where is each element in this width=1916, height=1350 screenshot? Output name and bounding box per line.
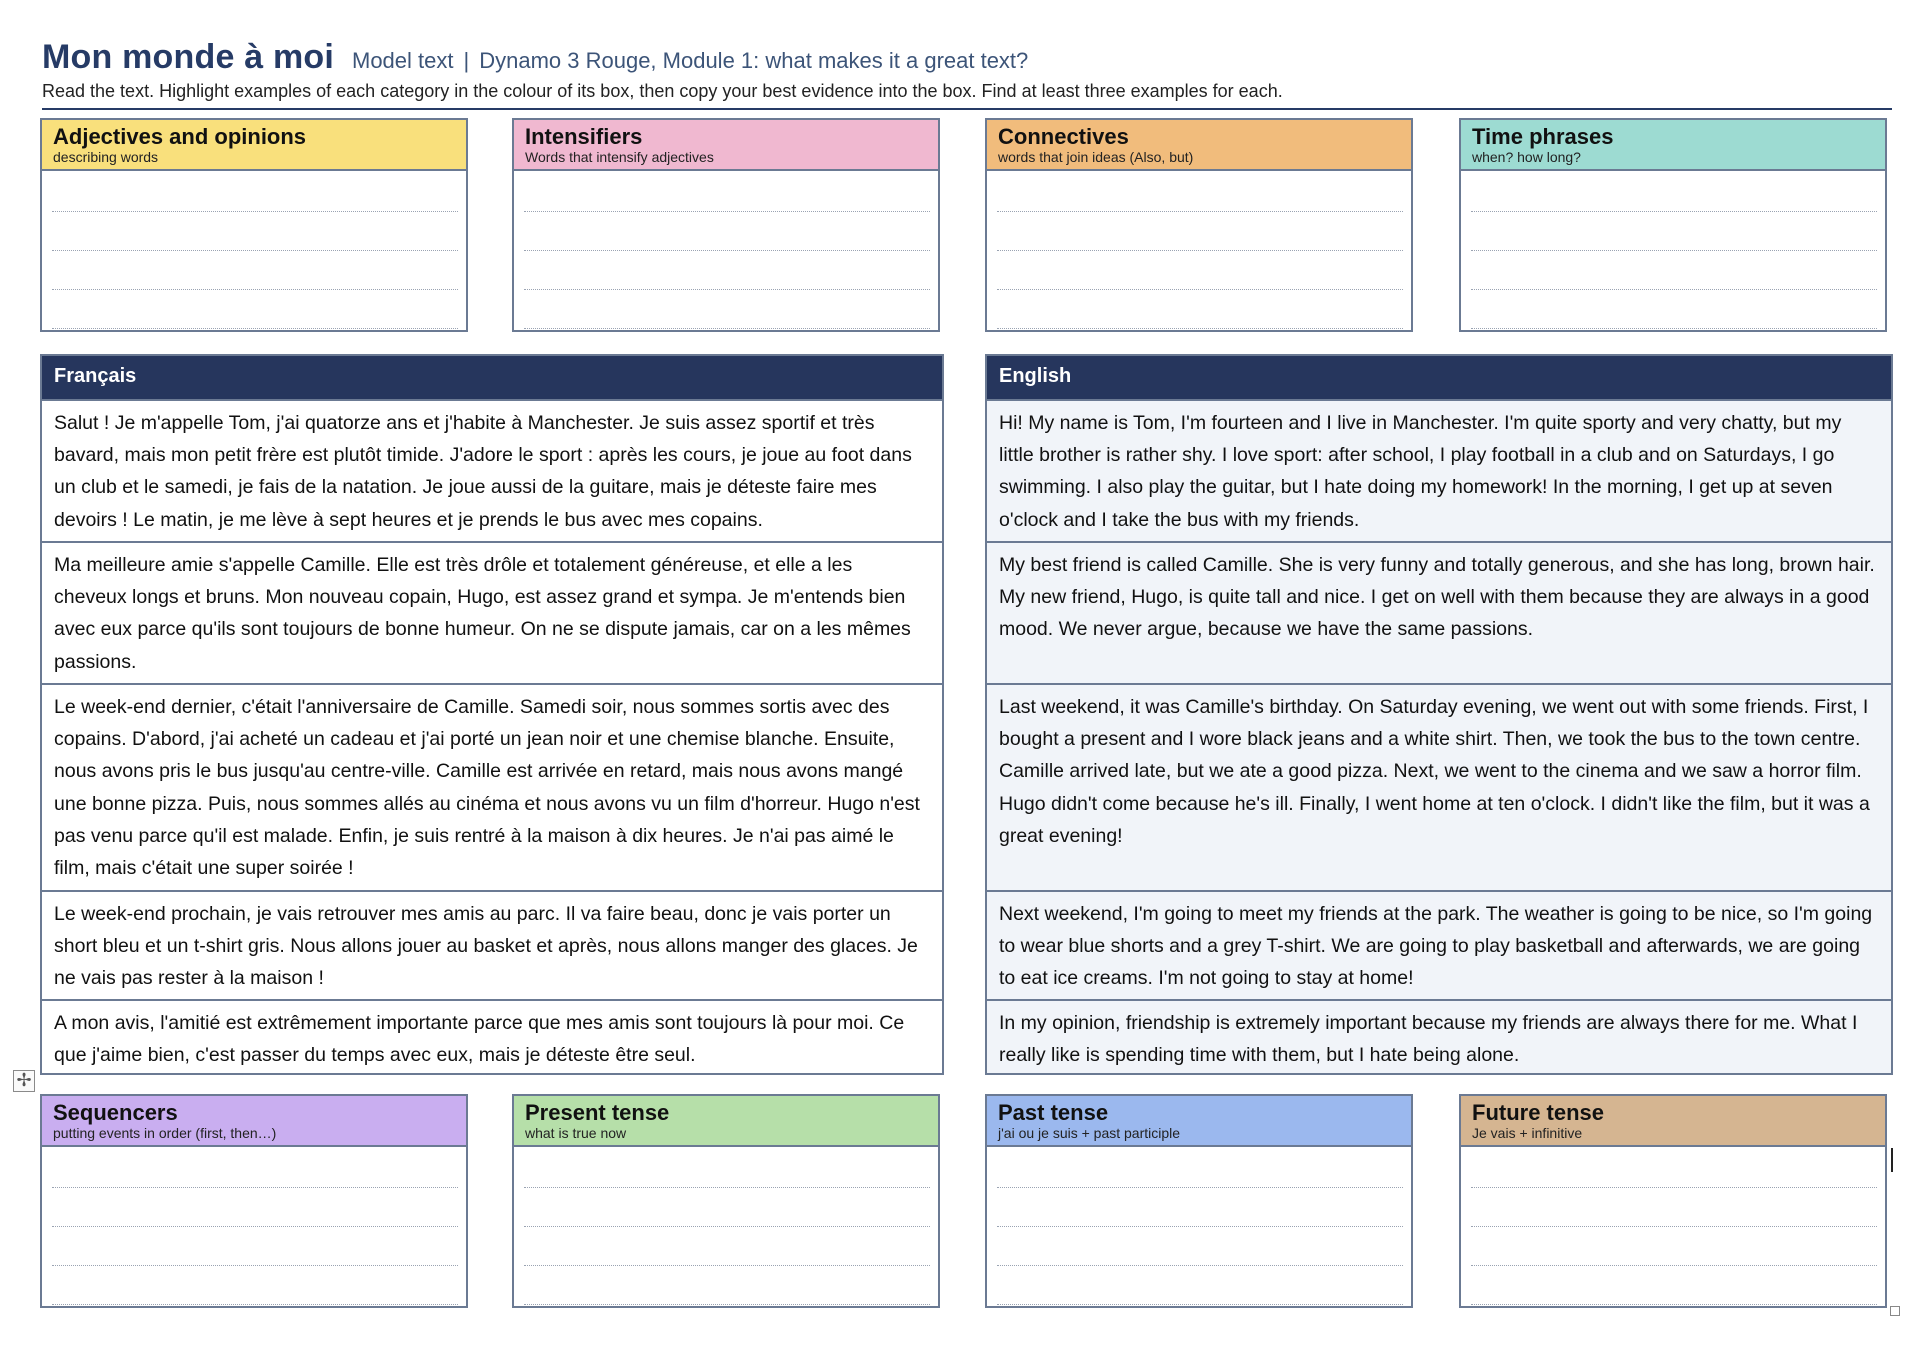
category-title: Adjectives and opinions	[53, 124, 307, 149]
category-title: Past tense	[998, 1100, 1109, 1125]
worksheet-header	[42, 38, 1892, 102]
answer-line	[997, 1226, 1403, 1227]
subtitle-label: Model text	[352, 48, 454, 73]
category-subtitle: Je vais + infinitive	[1472, 1125, 1583, 1141]
answer-line	[52, 1187, 458, 1188]
page-title: Mon monde à moi	[42, 38, 334, 76]
category-box-sequencers[interactable]	[40, 1094, 468, 1308]
answer-line	[997, 1187, 1403, 1188]
category-header	[42, 1096, 466, 1147]
answer-line	[1471, 1265, 1877, 1266]
category-box-time-phrases[interactable]	[1459, 118, 1887, 332]
instructions: Read the text. Highlight examples of each category in the colour of its box, then copy your best evidence into the box. Find at least three examples for each.	[42, 81, 1283, 101]
category-title: Connectives	[998, 124, 1129, 149]
answer-line	[52, 1265, 458, 1266]
answer-lines[interactable]	[987, 171, 1411, 331]
answer-lines[interactable]	[1461, 1147, 1885, 1307]
category-subtitle: putting events in order (first, then…)	[53, 1125, 277, 1141]
category-box-intensifiers[interactable]	[512, 118, 940, 332]
category-subtitle: j'ai ou je suis + past participle	[998, 1125, 1181, 1141]
answer-line	[997, 289, 1403, 290]
answer-line	[52, 289, 458, 290]
category-title: Sequencers	[53, 1100, 178, 1125]
francais-paragraph-5[interactable]: A mon avis, l'amitié est extrêmement importante parce que mes amis sont toujours là pour moi. Ce que j'aime bien, c'est passer du temps avec eux, mais je déteste être seul.	[42, 999, 942, 1073]
header-divider	[42, 108, 1892, 110]
answer-line	[997, 211, 1403, 212]
answer-line	[524, 1304, 930, 1305]
answer-line	[1471, 250, 1877, 251]
answer-line	[52, 211, 458, 212]
move-handle-icon[interactable]: ✢	[13, 1070, 35, 1092]
answer-line	[997, 1304, 1403, 1305]
answer-line	[524, 211, 930, 212]
answer-line	[52, 250, 458, 251]
answer-lines[interactable]	[514, 1147, 938, 1307]
english-paragraph-4[interactable]: Next weekend, I'm going to meet my friends at the park. The weather is going to be nice, so I'm going to wear blue shorts and a grey T-shirt. We are going to play basketball and afterwards, we are going to eat ice creams. I'm not going to stay at home!	[987, 890, 1891, 999]
answer-line	[1471, 328, 1877, 329]
answer-line	[1471, 1304, 1877, 1305]
subtitle-separator: |	[463, 48, 470, 73]
answer-line	[1471, 1187, 1877, 1188]
text-cursor	[1891, 1148, 1893, 1172]
answer-line	[1471, 1226, 1877, 1227]
answer-line	[997, 250, 1403, 251]
category-title: Intensifiers	[525, 124, 643, 149]
english-paragraph-3[interactable]: Last weekend, it was Camille's birthday. On Saturday evening, we went out with some friends. First, I bought a present and I wore black jeans and a white shirt. Then, we took the bus to the town centre. Camille arrived late, but we ate a good pizza. Next, we went to the cinema and we saw a horror film. Hugo didn't come because he's ill. Finally, I went home at ten o'clock. I didn't like the film, but it was a great evening!	[987, 683, 1891, 890]
english-text-table	[985, 354, 1893, 1075]
category-title: Present tense	[525, 1100, 670, 1125]
francais-paragraph-1[interactable]: Salut ! Je m'appelle Tom, j'ai quatorze ans et j'habite à Manchester. Je suis assez sportif et très bavard, mais mon petit frère est plutôt timide. J'adore le sport : après les cours, je joue au foot dans un club et le samedi, je fais de la natation. Je joue aussi de la guitare, mais je déteste faire mes devoirs ! Le matin, je me lève à sept heures et je prends le bus avec mes copains.	[42, 399, 942, 541]
category-header	[42, 120, 466, 171]
answer-lines[interactable]	[514, 171, 938, 331]
answer-line	[524, 1187, 930, 1188]
category-title: Time phrases	[1472, 124, 1614, 149]
category-subtitle: Words that intensify adjectives	[525, 149, 714, 165]
answer-lines[interactable]	[987, 1147, 1411, 1307]
english-heading: English	[987, 356, 1891, 399]
answer-line	[997, 1265, 1403, 1266]
category-subtitle: describing words	[53, 149, 159, 165]
answer-line	[524, 289, 930, 290]
category-box-connectives[interactable]	[985, 118, 1413, 332]
category-box-future-tense[interactable]	[1459, 1094, 1887, 1308]
answer-line	[1471, 289, 1877, 290]
category-subtitle: words that join ideas (Also, but)	[998, 149, 1194, 165]
answer-line	[524, 328, 930, 329]
category-subtitle: when? how long?	[1472, 149, 1581, 165]
category-header	[987, 120, 1411, 171]
answer-lines[interactable]	[42, 171, 466, 331]
answer-lines[interactable]	[1461, 171, 1885, 331]
answer-line	[524, 250, 930, 251]
category-title: Future tense	[1472, 1100, 1605, 1125]
category-box-present-tense[interactable]	[512, 1094, 940, 1308]
francais-paragraph-2[interactable]: Ma meilleure amie s'appelle Camille. Elle est très drôle et totalement généreuse, et elle a les cheveux longs et bruns. Mon nouveau copain, Hugo, est assez grand et sympa. Je m'entends bien avec eux parce qu'ils sont toujours de bonne humeur. On ne se dispute jamais, car on a les mêmes passions.	[42, 541, 942, 683]
category-header	[1461, 1096, 1885, 1147]
category-header	[987, 1096, 1411, 1147]
answer-line	[524, 1265, 930, 1266]
subtitle-module: Dynamo 3 Rouge, Module 1: what makes it a great text?	[479, 48, 1029, 73]
francais-paragraph-3[interactable]: Le week-end dernier, c'était l'anniversaire de Camille. Samedi soir, nous sommes sortis avec des copains. D'abord, j'ai acheté un cadeau et j'ai porté un jean noir et une chemise blanche. Ensuite, nous avons pris le bus jusqu'au centre-ville. Camille est arrivée en retard, mais nous avons mangé une bonne pizza. Puis, nous sommes allés au cinéma et nous avons vu un film d'horreur. Hugo n'est pas venu parce qu'il est malade. Enfin, je suis rentré à la maison à dix heures. Je n'ai pas aimé le film, mais c'était une super soirée !	[42, 683, 942, 890]
answer-lines[interactable]	[42, 1147, 466, 1307]
english-paragraph-5[interactable]: In my opinion, friendship is extremely important because my friends are always there for me. What I really like is spending time with them, but I hate being alone.	[987, 999, 1891, 1073]
category-box-past-tense[interactable]	[985, 1094, 1413, 1308]
category-box-adjectives[interactable]	[40, 118, 468, 332]
page-subtitle	[352, 48, 1028, 74]
francais-text-table	[40, 354, 944, 1075]
answer-line	[52, 1226, 458, 1227]
answer-line	[1471, 211, 1877, 212]
resize-handle-icon[interactable]	[1890, 1306, 1900, 1316]
english-paragraph-2[interactable]: My best friend is called Camille. She is very funny and totally generous, and she has long, brown hair. My new friend, Hugo, is quite tall and nice. I get on well with them because they are always in a good mood. We never argue, because we have the same passions.	[987, 541, 1891, 683]
francais-paragraph-4[interactable]: Le week-end prochain, je vais retrouver mes amis au parc. Il va faire beau, donc je vais porter un short bleu et un t-shirt gris. Nous allons jouer au basket et après, nous allons manger des glaces. Je ne vais pas rester à la maison !	[42, 890, 942, 999]
francais-heading: Français	[42, 356, 942, 399]
title-row	[42, 38, 1892, 77]
category-subtitle: what is true now	[525, 1125, 627, 1141]
english-paragraph-1[interactable]: Hi! My name is Tom, I'm fourteen and I live in Manchester. I'm quite sporty and very chatty, but my little brother is rather shy. I love sport: after school, I play football in a club and on Saturdays, I go swimming. I also play the guitar, but I hate doing my homework! In the morning, I get up at seven o'clock and I take the bus with my friends.	[987, 399, 1891, 541]
category-header	[1461, 120, 1885, 171]
answer-line	[52, 1304, 458, 1305]
answer-line	[524, 1226, 930, 1227]
answer-line	[997, 328, 1403, 329]
category-header	[514, 120, 938, 171]
category-header	[514, 1096, 938, 1147]
answer-line	[52, 328, 458, 329]
